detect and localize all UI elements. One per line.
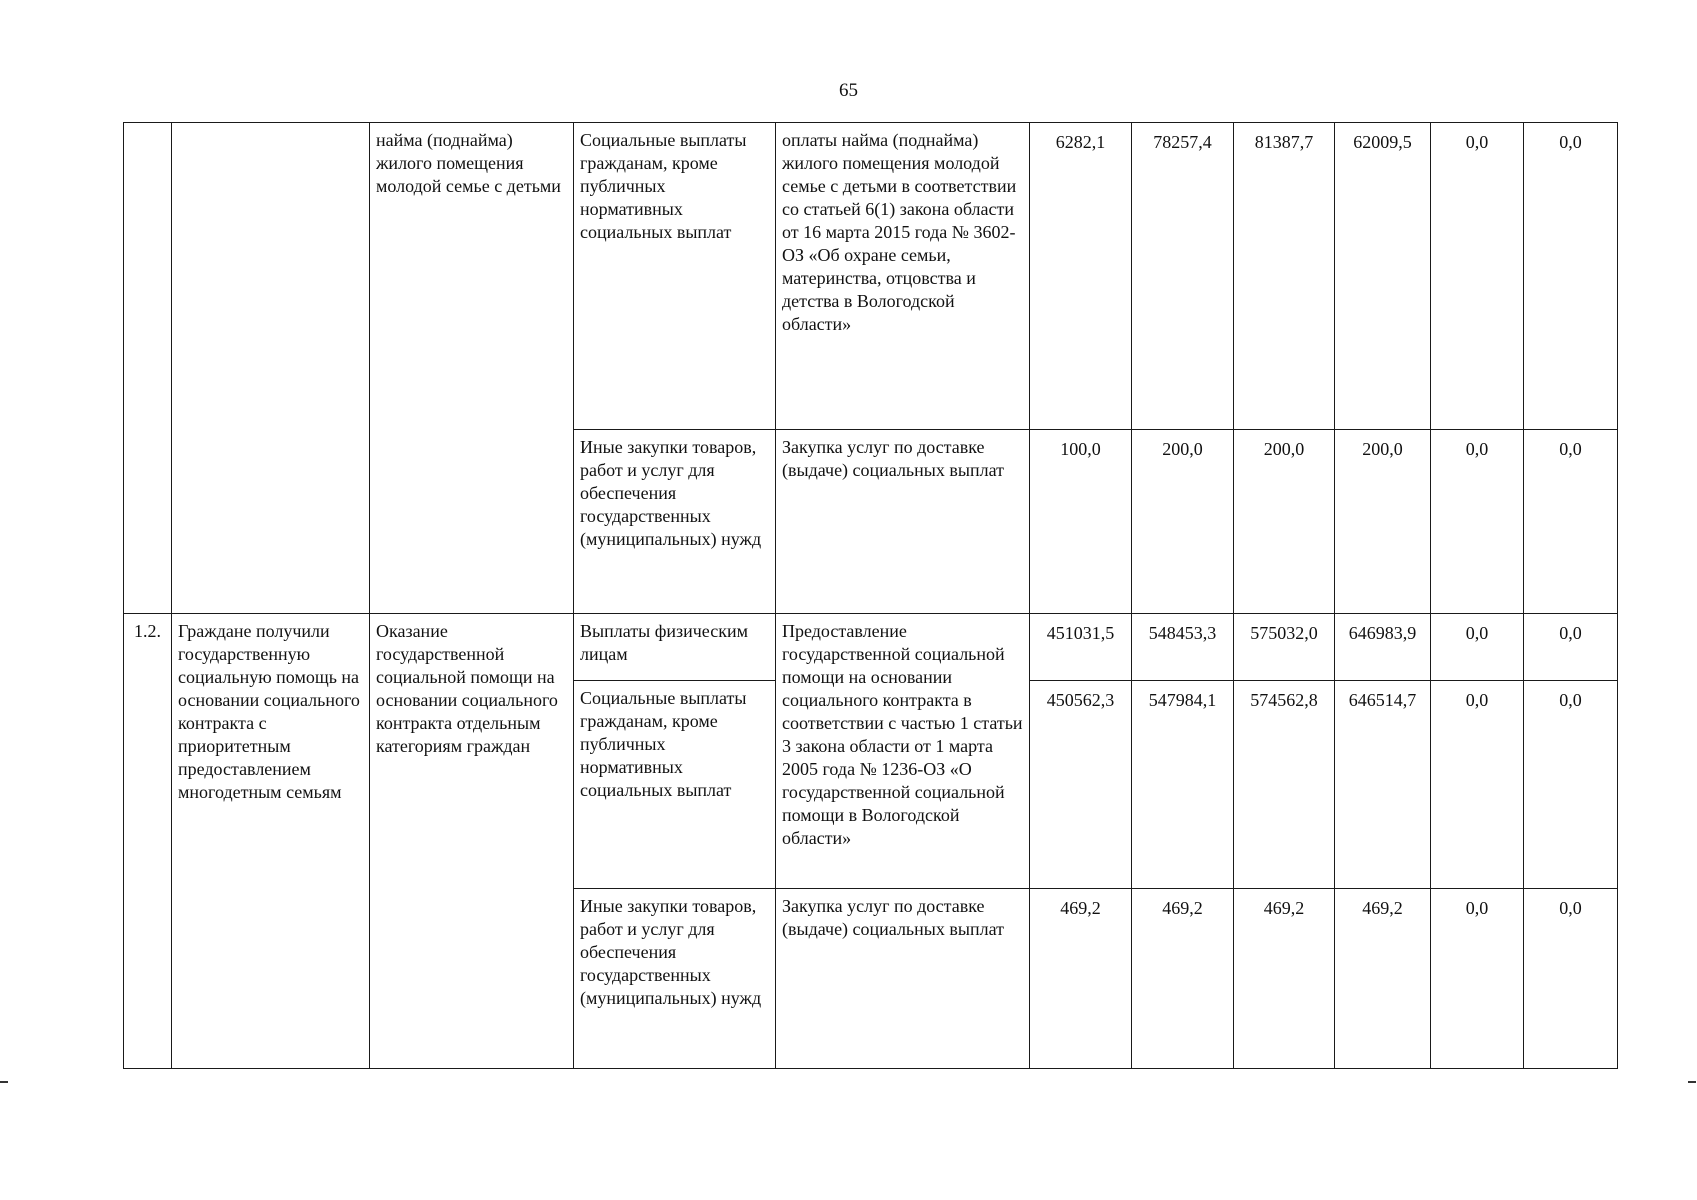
value-cell: 0,0 — [1431, 430, 1524, 614]
value-cell: 450562,3 — [1030, 681, 1132, 889]
description-cell: оплаты найма (поднайма) жилого помещения молодой семье с детьми в соответствии со статьей 6(1) закона области от 16 марта 2015 года № 3602-ОЗ «Об охране семьи, материнства, отцовства и детства в Вологодской области» — [776, 123, 1030, 430]
value-cell: 0,0 — [1431, 681, 1524, 889]
value-cell: 78257,4 — [1132, 123, 1234, 430]
index-cell-empty — [124, 123, 172, 614]
value-cell: 0,0 — [1524, 430, 1618, 614]
value-cell: 574562,8 — [1234, 681, 1335, 889]
description-cell: Закупка услуг по доставке (выдаче) социальных выплат — [776, 430, 1030, 614]
expense-type-cell: Иные закупки товаров, работ и услуг для обеспечения государственных (муниципальных) нужд — [574, 430, 776, 614]
value-cell: 469,2 — [1335, 889, 1431, 1069]
value-cell: 200,0 — [1132, 430, 1234, 614]
value-cell: 0,0 — [1431, 889, 1524, 1069]
value-cell: 0,0 — [1431, 123, 1524, 430]
value-cell: 62009,5 — [1335, 123, 1431, 430]
budget-table — [123, 122, 1618, 1069]
expense-type-cell: Социальные выплаты гражданам, кроме публичных нормативных социальных выплат — [574, 123, 776, 430]
expense-type-cell: Социальные выплаты гражданам, кроме публичных нормативных социальных выплат — [574, 681, 776, 889]
value-cell: 469,2 — [1030, 889, 1132, 1069]
value-cell: 451031,5 — [1030, 614, 1132, 681]
value-cell: 646983,9 — [1335, 614, 1431, 681]
description-cell: Предоставление государственной социальной помощи на основании социального контракта в соответствии с частью 1 статьи 3 закона области от 1 марта 2005 года № 1236-ОЗ «О государственной социальной помощи в Вологодской области» — [776, 614, 1030, 889]
value-cell: 200,0 — [1234, 430, 1335, 614]
value-cell: 646514,7 — [1335, 681, 1431, 889]
value-cell: 548453,3 — [1132, 614, 1234, 681]
expense-type-cell: Иные закупки товаров, работ и услуг для обеспечения государственных (муниципальных) нужд — [574, 889, 776, 1069]
value-cell: 0,0 — [1524, 614, 1618, 681]
value-cell: 0,0 — [1524, 123, 1618, 430]
value-cell: 0,0 — [1431, 614, 1524, 681]
result-cell: Граждане получили государственную социальную помощь на основании социального контракта с приоритетным предоставлением многодетным семьям — [172, 614, 370, 1069]
table-row — [124, 123, 1618, 430]
value-cell: 575032,0 — [1234, 614, 1335, 681]
value-cell: 469,2 — [1132, 889, 1234, 1069]
value-cell: 547984,1 — [1132, 681, 1234, 889]
result-cell-empty — [172, 123, 370, 614]
value-cell: 0,0 — [1524, 889, 1618, 1069]
value-cell: 469,2 — [1234, 889, 1335, 1069]
value-cell: 200,0 — [1335, 430, 1431, 614]
page-number: 65 — [839, 80, 858, 101]
value-cell: 6282,1 — [1030, 123, 1132, 430]
value-cell: 81387,7 — [1234, 123, 1335, 430]
event-cell: Оказание государственной социальной помощи на основании социального контракта отдельным категориям граждан — [370, 614, 574, 1069]
outcome-cell: найма (поднайма) жилого помещения молодой семье с детьми — [370, 123, 574, 614]
value-cell: 0,0 — [1524, 681, 1618, 889]
table-row — [124, 614, 1618, 681]
value-cell: 100,0 — [1030, 430, 1132, 614]
scan-edge-mark-right — [1688, 1081, 1696, 1083]
scan-edge-mark-left — [0, 1081, 8, 1083]
description-cell: Закупка услуг по доставке (выдаче) социальных выплат — [776, 889, 1030, 1069]
expense-type-cell: Выплаты физическим лицам — [574, 614, 776, 681]
row-index: 1.2. — [124, 614, 172, 1069]
